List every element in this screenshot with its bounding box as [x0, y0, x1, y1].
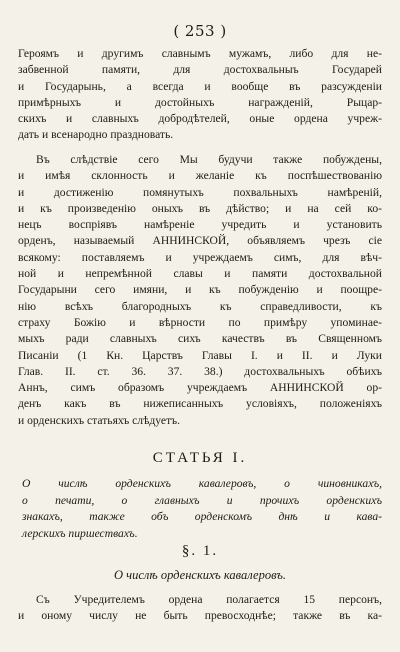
subtitle-line: знакахъ, также объ орденскомъ днѣ и кава- [22, 510, 382, 523]
text-line: скихъ и славныхъ добродѣтелей, оные ордена учреж- [18, 112, 382, 126]
text-line: и имѣя склонность и желаніе къ поспѣшествованію [18, 169, 382, 183]
article-title: СТАТЬЯ I. [152, 450, 248, 466]
text-line: мыхъ ради славныхъ сихъ качествъ въ Священномъ [18, 332, 382, 346]
section-title: О числѣ орденскихъ кавалеровъ. [114, 568, 286, 582]
text-line: Писаніи (1 Кн. Царствъ Главы I. и II. и Луки [18, 348, 382, 362]
text-line: примѣрныхъ и достойныхъ награжденій, Рыцар- [18, 95, 382, 109]
text-line: орденъ, называемый АННИНСКОЙ, объявляемъ чрезъ сіе [18, 234, 382, 248]
text-line: забвенной памяти, для достохвальныъ Государей [18, 63, 382, 77]
article-subtitle [22, 476, 382, 542]
text-line: Государыни сего имяни, и къ побужденію и поощре- [18, 283, 382, 297]
text-line: и оному числу не быть превосходнѣе; также въ ка- [18, 609, 382, 623]
text-line: Глав. II. ст. 36. 37. 38.) достохвальныхъ обѣихъ [18, 364, 382, 378]
paragraph-1 [18, 46, 382, 144]
section-mark: §. 1. [181, 543, 219, 559]
page-number: ( 253 ) [173, 22, 227, 40]
text-line: и къ произведенію оныхъ въ дѣйство; и на сей ко- [18, 201, 382, 215]
text-line: нецъ воспріявъ намѣреніе учредить и установить [18, 218, 382, 232]
text-line: нію всѣхъ благородныхъ къ справедливости, къ [18, 299, 382, 313]
text-line: Аннъ, симъ образомъ учреждаемъ АННИНСКОЙ ор- [18, 381, 382, 395]
text-line: денъ какъ въ нижеписанныхъ условіяхъ, положеніяхъ [18, 397, 382, 411]
text-line: и орденскихъ статьяхъ слѣдуетъ. [18, 413, 181, 427]
text-line: Съ Учредителемъ ордена полагается 15 персонъ, [36, 593, 382, 606]
paragraph-2 [18, 152, 382, 429]
subtitle-line: лерскихъ пиршествахъ. [22, 526, 138, 540]
text-line: и Государынь, а всегда и вообще въ разсужденіи [18, 79, 382, 93]
paragraph-3 [18, 592, 382, 625]
text-line: Героямъ и другимъ славнымъ мужамъ, либо для не- [18, 47, 382, 60]
subtitle-line: о печати, о главныхъ и прочихъ орденскихъ [22, 493, 382, 507]
text-line: и достиженію помянутыхъ похвальныхъ намѣреній, [18, 185, 382, 199]
text-line: всякому: поставляемъ и учреждаемъ симъ, для вѣч- [18, 250, 382, 264]
subtitle-line: О числѣ орденскихъ кавалеровъ, о чиновникахъ, [22, 477, 382, 490]
text-line: дать и всенародно праздновать. [18, 128, 174, 142]
text-line: ной и непремѣнной славы и памяти достохвальной [18, 267, 382, 281]
text-line: Въ слѣдствіе сего Мы будучи также побуждены, [36, 153, 382, 166]
text-line: страху Божію и вѣрности по примѣру упоминае- [18, 315, 382, 329]
